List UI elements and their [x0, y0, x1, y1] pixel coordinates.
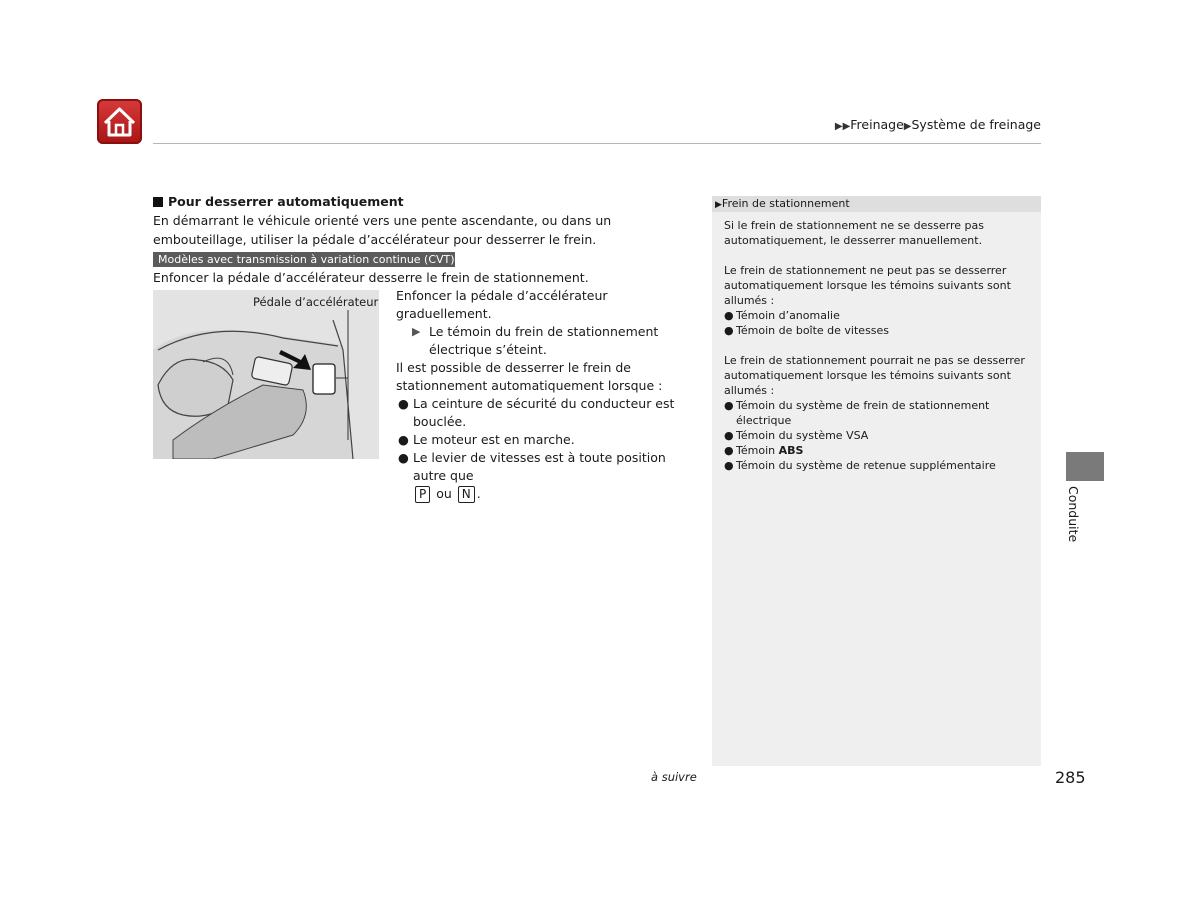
breadcrumb-item-systeme[interactable]: Système de freinage	[911, 117, 1041, 132]
chapter-tab-label[interactable]: Conduite	[1066, 486, 1081, 543]
gear-key-p: P	[415, 486, 430, 503]
list-item: ● Le moteur est en marche.	[398, 432, 575, 447]
list-item: ● La ceinture de sécurité du conducteur est bouclée.	[398, 396, 675, 429]
accelerator-pedal-illustration	[153, 290, 379, 459]
bullet-icon: ●	[724, 309, 734, 322]
bullet-icon: ●	[724, 429, 734, 442]
result-arrow-icon: ▶	[412, 325, 421, 338]
breadcrumb-item-freinage[interactable]: Freinage	[850, 117, 904, 132]
side-list	[724, 308, 1036, 338]
side-list	[724, 398, 1036, 473]
list-item: ● Témoin ABS	[724, 444, 804, 457]
bullet-icon: ●	[724, 459, 734, 472]
intro-paragraph: En démarrant le véhicule orienté vers une pente ascendante, ou dans un embouteillage, utiliser la pédale d’accélérateur pour desserrer le frein.	[153, 213, 612, 247]
bullet-icon: ●	[724, 324, 734, 337]
illustration-callout-label: Pédale d’accélérateur	[253, 295, 379, 309]
list-item: ● Témoin du système de frein de stationnement électrique	[724, 399, 990, 427]
condition-intro: Il est possible de desserrer le frein de stationnement automatiquement lorsque :	[396, 360, 663, 393]
bullet-icon: ●	[398, 432, 409, 447]
breadcrumb	[835, 117, 1041, 132]
step-text: Enfoncer la pédale d’accélérateur graduellement.	[396, 288, 608, 321]
chapter-tab[interactable]	[1066, 452, 1104, 481]
square-bullet-icon	[153, 197, 163, 207]
list-item: ● Témoin d’anomalie	[724, 309, 840, 322]
list-item: ● Témoin du système de retenue supplémentaire	[724, 459, 996, 472]
list-item: ● Le levier de vitesses est à toute position autre que P ou N .	[398, 450, 666, 501]
reference-arrow-icon: ▶	[715, 200, 722, 210]
list-item: ● Témoin de boîte de vitesses	[724, 324, 890, 337]
side-paragraph: Le frein de stationnement pourrait ne pas se desserrer automatiquement lorsque les témoins suivants sont allumés :	[724, 354, 1025, 397]
bullet-icon: ●	[398, 396, 409, 411]
page-number: 285	[1055, 768, 1086, 787]
bullet-icon: ●	[724, 399, 734, 412]
side-note-title[interactable]: ▶Frein de stationnement	[712, 196, 1041, 212]
side-note-body	[724, 218, 1036, 473]
home-icon	[97, 99, 142, 144]
bullet-icon: ●	[398, 450, 409, 465]
header-divider	[153, 143, 1041, 144]
list-item: ● Témoin du système VSA	[724, 429, 869, 442]
breadcrumb-arrow-icon: ▶	[903, 121, 912, 132]
cvt-text: Enfoncer la pédale d’accélérateur desserre le frein de stationnement.	[153, 270, 589, 285]
gear-key-n: N	[458, 486, 475, 503]
side-paragraph: Si le frein de stationnement ne se desserre pas automatiquement, le desserrer manuellement.	[724, 219, 984, 247]
instructions-block	[396, 287, 696, 503]
section-heading: Pour desserrer automatiquement	[153, 194, 404, 209]
home-button[interactable]	[97, 99, 142, 144]
continued-label: à suivre	[651, 770, 697, 784]
side-paragraph: Le frein de stationnement ne peut pas se desserrer automatiquement lorsque les témoins suivants sont allumés :	[724, 264, 1011, 307]
step-result: ▶ Le témoin du frein de stationnement électrique s’éteint.	[412, 324, 659, 357]
conditions-list	[396, 395, 696, 503]
breadcrumb-arrow-icon: ▶▶	[834, 121, 851, 132]
model-tag: Modèles avec transmission à variation continue (CVT)	[153, 252, 455, 267]
bullet-icon: ●	[724, 444, 734, 457]
